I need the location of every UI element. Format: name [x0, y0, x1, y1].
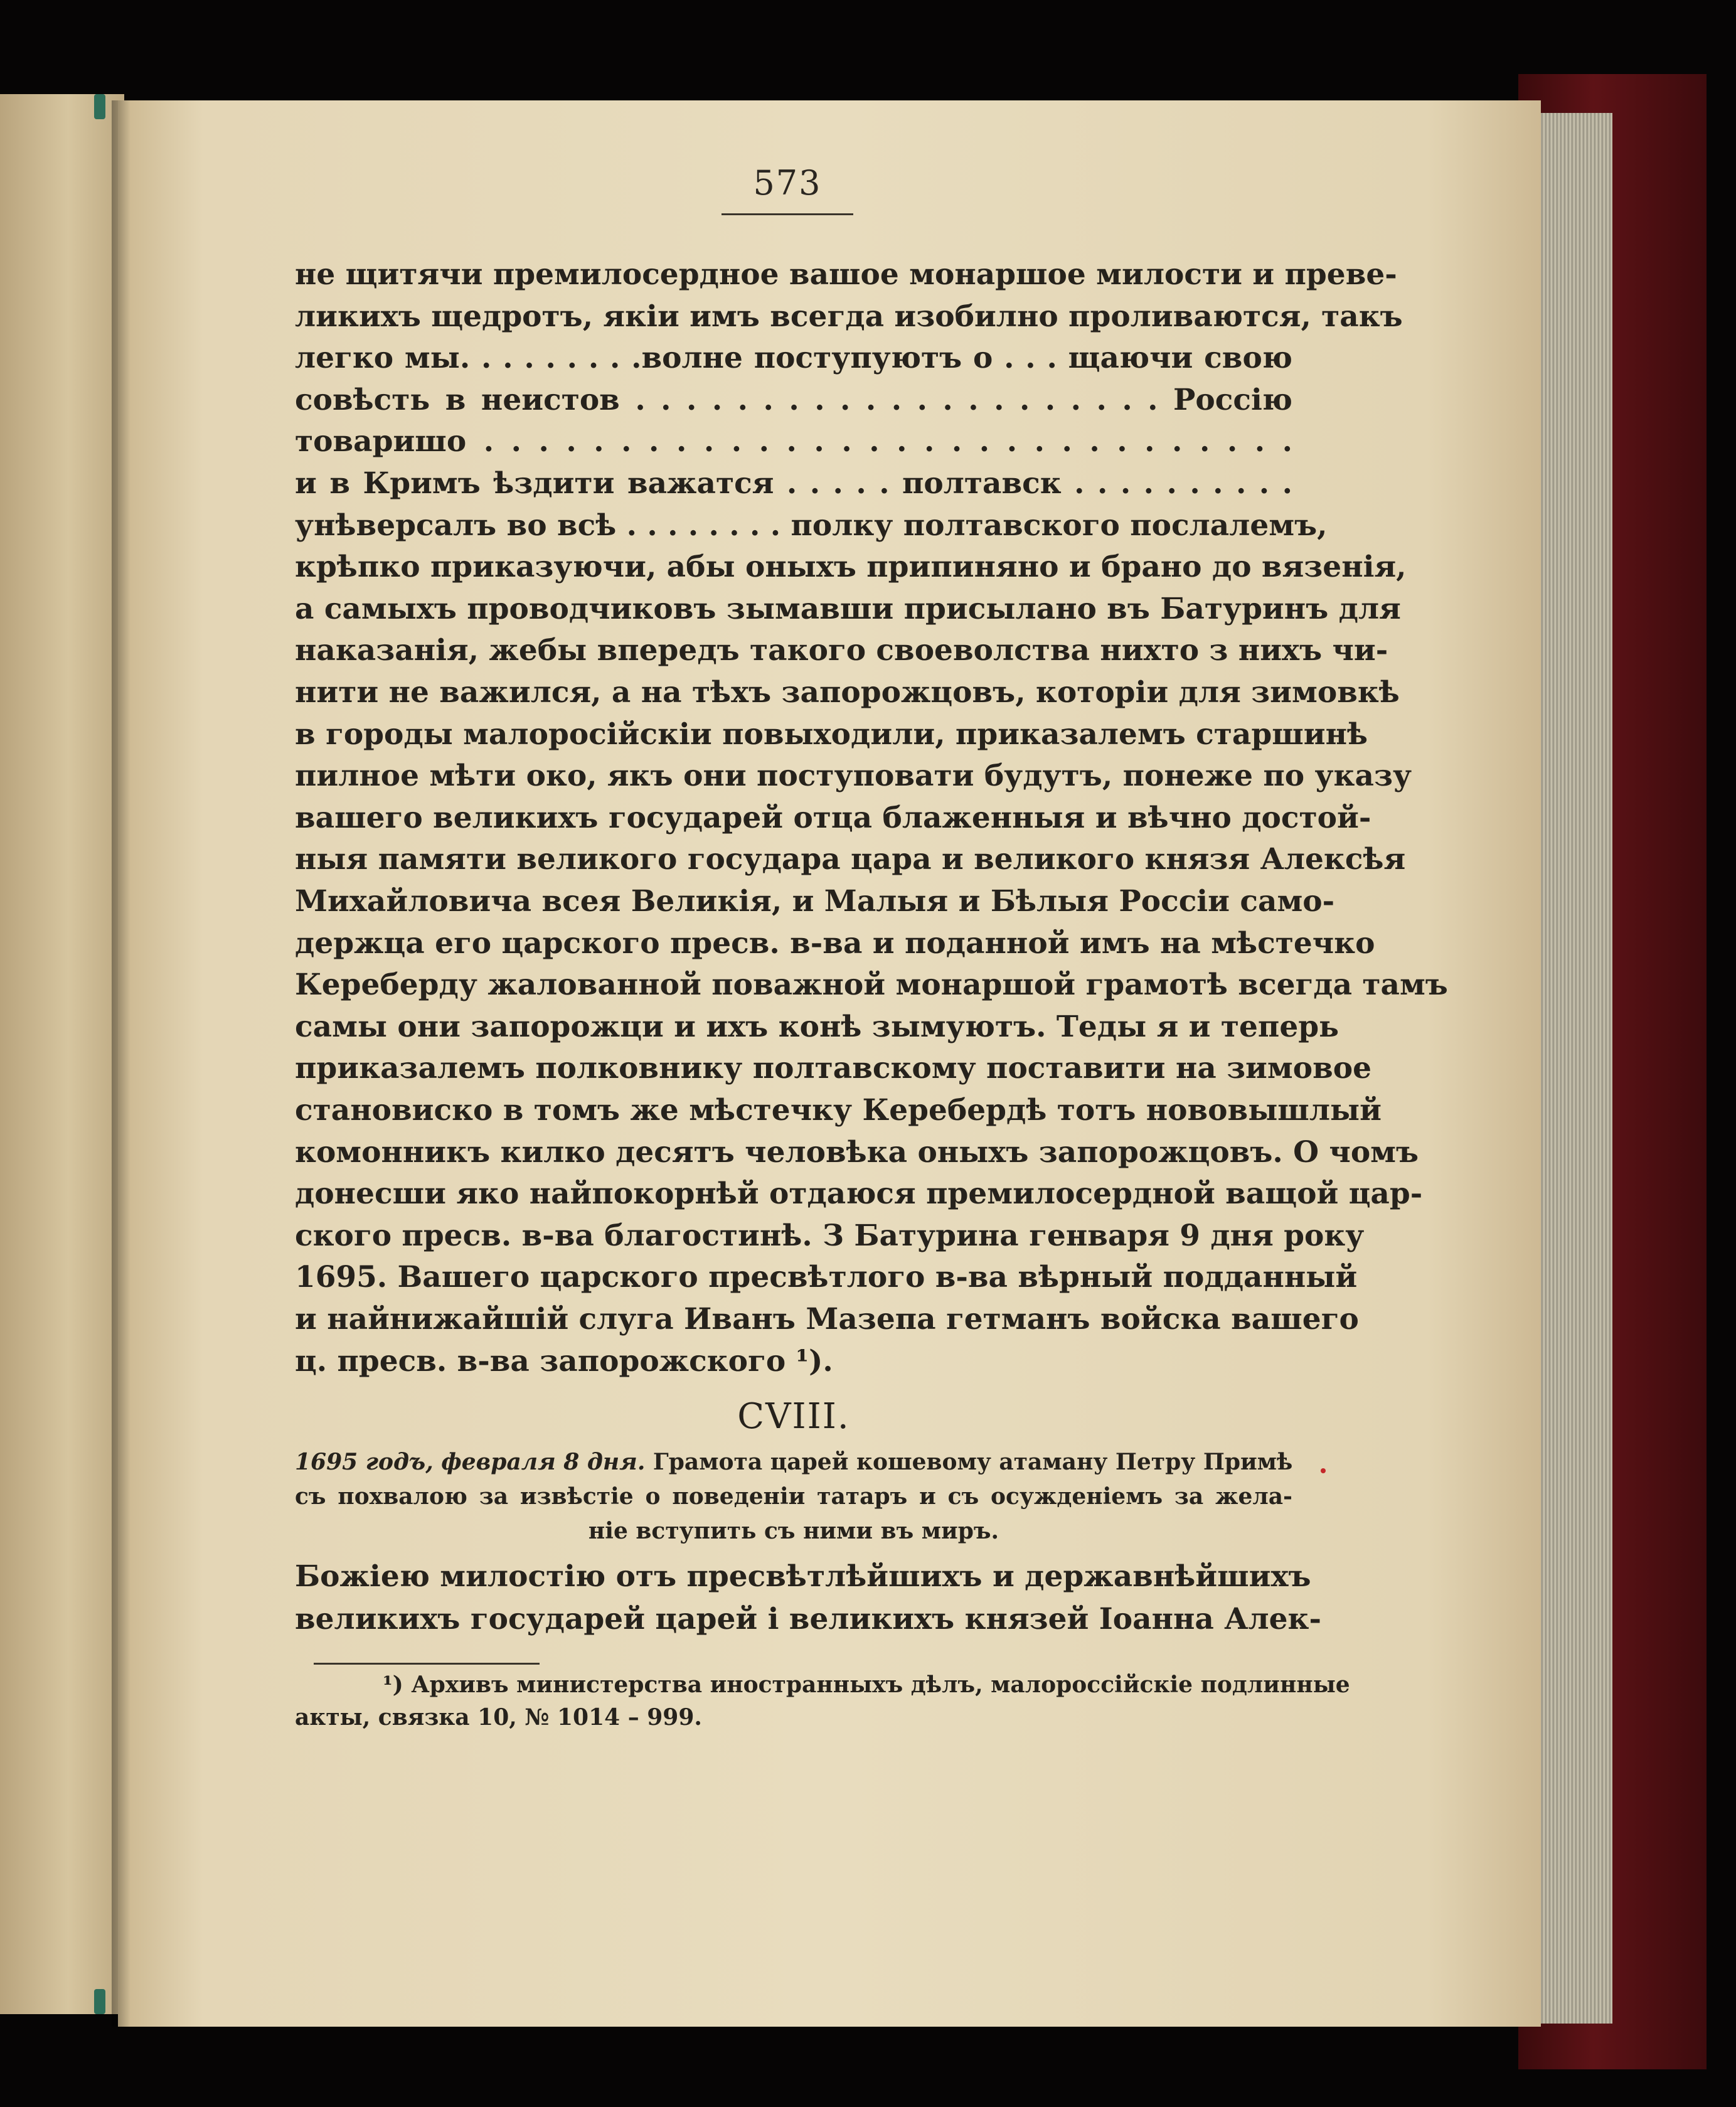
body-line: и найнижайшiй слуга Иванъ Мазепа гетманъ войска вашего: [295, 1302, 1359, 1336]
page-number-rule: [722, 213, 853, 215]
body-line: самы они запорожци и ихъ конѣ зымуютъ. Теды я и теперь: [295, 1009, 1339, 1044]
body-line: Михайловича всея Великiя, и Малыя и Бѣлыя Россiи само-: [295, 884, 1335, 919]
binding-thread: [94, 1989, 105, 2014]
body-line: ского пресв. в-ва благостинѣ. З Батурина генваря 9 дня року: [295, 1218, 1365, 1253]
body-line: унѣверсалъ во всѣ . . . . . . . . полку полтавского послалемъ,: [295, 508, 1328, 543]
body-line: нити не важился, а на тѣхъ запорожцовъ, которiи для зимовкѣ: [295, 675, 1400, 710]
rubric-date: 1695 годъ, февраля 8 дня.: [295, 1449, 646, 1475]
body-line: становиско в томъ же мѣстечку Керебердѣ тотъ нововышлый: [295, 1093, 1382, 1128]
body-line: наказанiя, жебы впередъ такого своеволства нихто з нихъ чи-: [295, 633, 1388, 668]
binding-thread: [94, 94, 105, 119]
continuation-line: Божiею милостiю отъ пресвѣтлѣйшихъ и державнѣйшихъ: [295, 1559, 1311, 1594]
body-line: держца его царского пресв. в-ва и поданной имъ на мѣстечко: [295, 925, 1375, 961]
footnote-rule: [314, 1663, 540, 1665]
body-line: комонникъ килко десятъ человѣка оныхъ запорожцовъ. О чомъ: [295, 1134, 1419, 1170]
body-line: не щитячи премилосердное вашое монаршое милости и превe-: [295, 257, 1397, 292]
body-line: донесши яко найпокорнѣй отдаюся премилосердной ващой цар-: [295, 1176, 1423, 1212]
body-line: ликихъ щедротъ, якiи имъ всегда изобилно проливаются, такъ: [295, 299, 1403, 334]
page-number: 573: [753, 163, 822, 203]
body-line: ц. пресв. в-ва запорожского ¹).: [295, 1343, 833, 1379]
body-line: вашего великихъ государей отца блаженныя и вѣчно достой-: [295, 800, 1371, 835]
section-heading: CVIII.: [737, 1396, 850, 1437]
body-line: совѣсть в неистов . . . . . . . . . . . . . . . . . . . . . Россiю: [295, 382, 1292, 417]
body-line: ныя памяти великого государа цара и великого князя Алексѣя: [295, 842, 1406, 877]
red-ink-mark: [1321, 1468, 1326, 1473]
footnote-line: акты, связка 10, № 1014 – 999.: [295, 1704, 702, 1731]
rubric-text: Грамота царей кошевому атаману Петру Примѣ: [652, 1449, 1293, 1475]
continuation-line: великихъ государей царей i великихъ князей Iоанна Алек-: [295, 1602, 1321, 1636]
body-line: крѣпко приказуючи, абы оныхъ припиняно и брано до вязенiя,: [295, 550, 1407, 585]
rubric-line-3: нiе вступить съ ними въ миръ.: [588, 1518, 999, 1544]
body-line: легко мы. . . . . . . . .волне поступуютъ о . . . щаючи свою: [295, 341, 1292, 376]
body-line: приказалемъ полковнику полтавскому поставити на зимовое: [295, 1051, 1372, 1086]
body-line: товаришо . . . . . . . . . . . . . . . . . . . . . . . . . . . . . .: [295, 424, 1292, 459]
body-line: и в Кримъ ѣздити важатся . . . . . полтавск . . . . . . . . . .: [295, 466, 1292, 501]
gutter-shadow: [112, 100, 130, 2027]
body-line: Кереберду жалованной поважной монаршой грамотѣ всегда тамъ: [295, 968, 1448, 1003]
body-line: в городы малоросiйскiи повыходили, приказалемъ старшинѣ: [295, 717, 1368, 752]
rubric-line-2: съ похвалою за извѣстiе о поведенiи татаръ и съ осужденiемъ за жела-: [295, 1483, 1292, 1510]
body-line: а самыхъ проводчиковъ зымавши присылано въ Батуринъ для: [295, 591, 1401, 626]
page-stack-edges: [1531, 113, 1612, 2024]
body-line: пилное мѣти око, якъ они поступовати будутъ, понеже по указу: [295, 759, 1412, 794]
left-page-edge: [0, 94, 124, 2014]
footnote-line: ¹) Архивъ министерства иностранныхъ дѣлъ, малороссiйскiе подлинные: [383, 1672, 1350, 1698]
rubric-line-1: [295, 1446, 1292, 1478]
body-line: 1695. Вашего царского пресвѣтлого в-ва вѣрный подданный: [295, 1260, 1358, 1295]
